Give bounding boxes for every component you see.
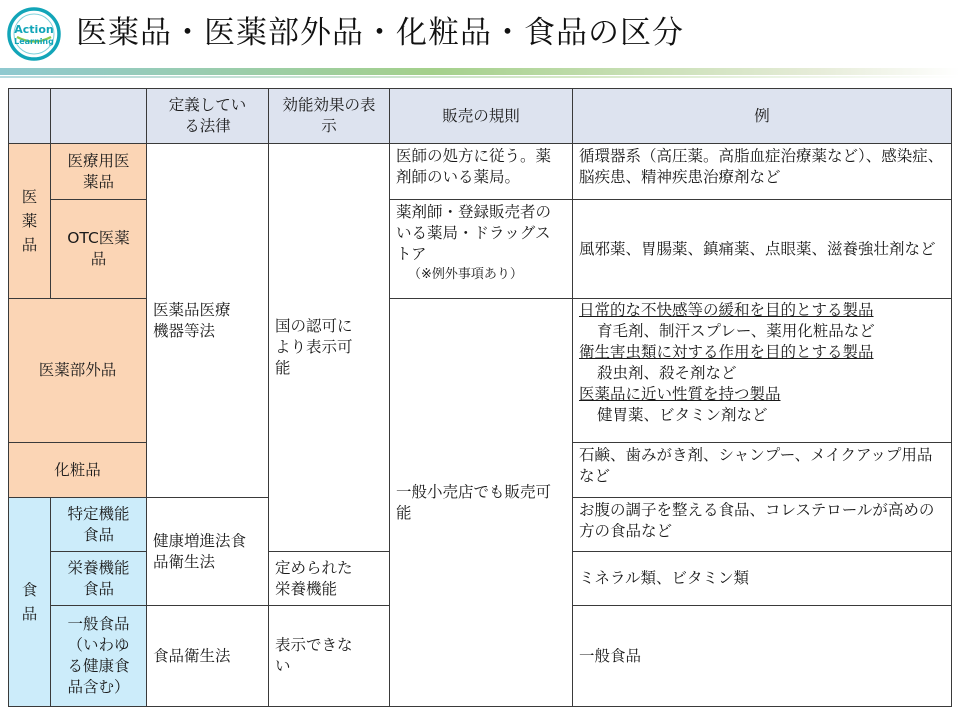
category-eiyo-label: 栄養機能食品 <box>67 558 130 598</box>
law-kenko <box>146 497 269 606</box>
header-example <box>572 88 952 144</box>
group-iyakuhin-label: 医薬品 <box>21 188 38 254</box>
example-keshohin <box>572 442 952 498</box>
category-bugaihin <box>8 298 147 443</box>
example-eiyo-text: ミネラル類、ビタミン類 <box>579 569 750 587</box>
header-blank-cell-1 <box>8 88 51 144</box>
group-shokuhin <box>8 497 51 707</box>
example-ippan <box>572 605 952 707</box>
category-otc-label: OTC医薬品 <box>67 229 130 268</box>
sales-general-label: 一般小売店でも販売可能 <box>396 482 552 522</box>
sales-otc <box>389 199 573 299</box>
category-bugaihin-label: 医薬部外品 <box>38 361 117 379</box>
category-tokutei <box>50 497 147 552</box>
category-ippan <box>50 605 147 707</box>
example-ippan-text: 一般食品 <box>579 646 642 665</box>
svg-text:Action: Action <box>14 23 54 36</box>
svg-text:Learning: Learning <box>14 37 54 46</box>
category-iryoyo-label: 医療用医薬品 <box>67 151 130 191</box>
category-otc <box>50 199 147 299</box>
category-keshohin-label: 化粧品 <box>54 460 101 479</box>
group-iyakuhin <box>8 143 51 299</box>
example-iryoyo-text: 循環器系（高圧薬。高脂血症治療薬など）、感染症、脳疾患、精神疾患治療剤など <box>579 147 944 186</box>
example-iryoyo <box>572 143 952 200</box>
sales-general <box>389 298 573 707</box>
header-blank-cell-2 <box>50 88 147 144</box>
law-shokuhin-eisei-label: 食品衛生法 <box>153 646 231 665</box>
example-bugaihin-heading-3: 医薬品に近い性質を持つ製品 <box>579 385 781 403</box>
effect-dekinai <box>268 605 390 707</box>
example-otc <box>572 199 952 299</box>
header-effect-label: 効能効果の表示 <box>282 96 376 135</box>
header-sales-label: 販売の規則 <box>442 106 520 125</box>
example-bugaihin <box>572 298 952 443</box>
sales-otc-label: 薬剤師・登録販売者のいる薬局・ドラッグストア <box>396 203 552 263</box>
category-ippan-label: 一般食品（いわゆる健康食品含む） <box>67 615 130 696</box>
example-keshohin-text: 石鹸、歯みがき剤、シャンプー、メイクアップ用品など <box>579 446 933 485</box>
header-sales <box>389 88 573 144</box>
header-law-label: 定義している法律 <box>168 96 247 135</box>
effect-teime-label: 定められた栄養機能 <box>275 558 353 598</box>
header-example-label: 例 <box>754 106 770 125</box>
law-pmd <box>146 143 269 498</box>
example-tokutei <box>572 497 952 552</box>
example-tokutei-text: お腹の調子を整える食品、コレステロールが高めの方の食品など <box>579 501 935 540</box>
example-eiyo <box>572 551 952 606</box>
example-bugaihin-detail-1: 育毛剤、制汗スプレー、薬用化粧品など <box>597 322 875 340</box>
header-effect <box>268 88 390 144</box>
effect-kokka-label: 国の認可により表示可能 <box>275 317 353 377</box>
example-bugaihin-detail-2: 殺虫剤、殺そ剤など <box>597 364 737 382</box>
group-shokuhin-label: 食品 <box>21 581 38 623</box>
category-eiyo <box>50 551 147 606</box>
sales-otc-note: （※例外事項あり） <box>408 267 523 282</box>
law-shokuhin-eisei <box>146 605 269 707</box>
sales-iryoyo-label: 医師の処方に従う。薬剤師のいる薬局。 <box>396 147 552 186</box>
example-bugaihin-heading-2: 衛生害虫類に対する作用を目的とする製品 <box>579 343 874 361</box>
example-bugaihin-heading-1: 日常的な不快感等の緩和を目的とする製品 <box>579 301 874 319</box>
page-title: 医薬品・医薬部外品・化粧品・食品の区分 <box>76 15 684 51</box>
law-kenko-label: 健康増進法食品衛生法 <box>153 531 247 571</box>
sales-iryoyo <box>389 143 573 200</box>
effect-kokka <box>268 143 390 552</box>
effect-dekinai-label: 表示できない <box>275 636 353 675</box>
example-otc-text: 風邪薬、胃腸薬、鎮痛薬、点眼薬、滋養強壮剤など <box>579 239 936 258</box>
law-pmd-label: 医薬品医療機器等法 <box>153 300 231 340</box>
category-iryoyo <box>50 143 147 200</box>
category-keshohin <box>8 442 147 498</box>
header-law <box>146 88 269 144</box>
effect-teime <box>268 551 390 606</box>
category-tokutei-label: 特定機能食品 <box>67 504 130 544</box>
example-bugaihin-detail-3: 健胃薬、ビタミン剤など <box>597 406 768 424</box>
